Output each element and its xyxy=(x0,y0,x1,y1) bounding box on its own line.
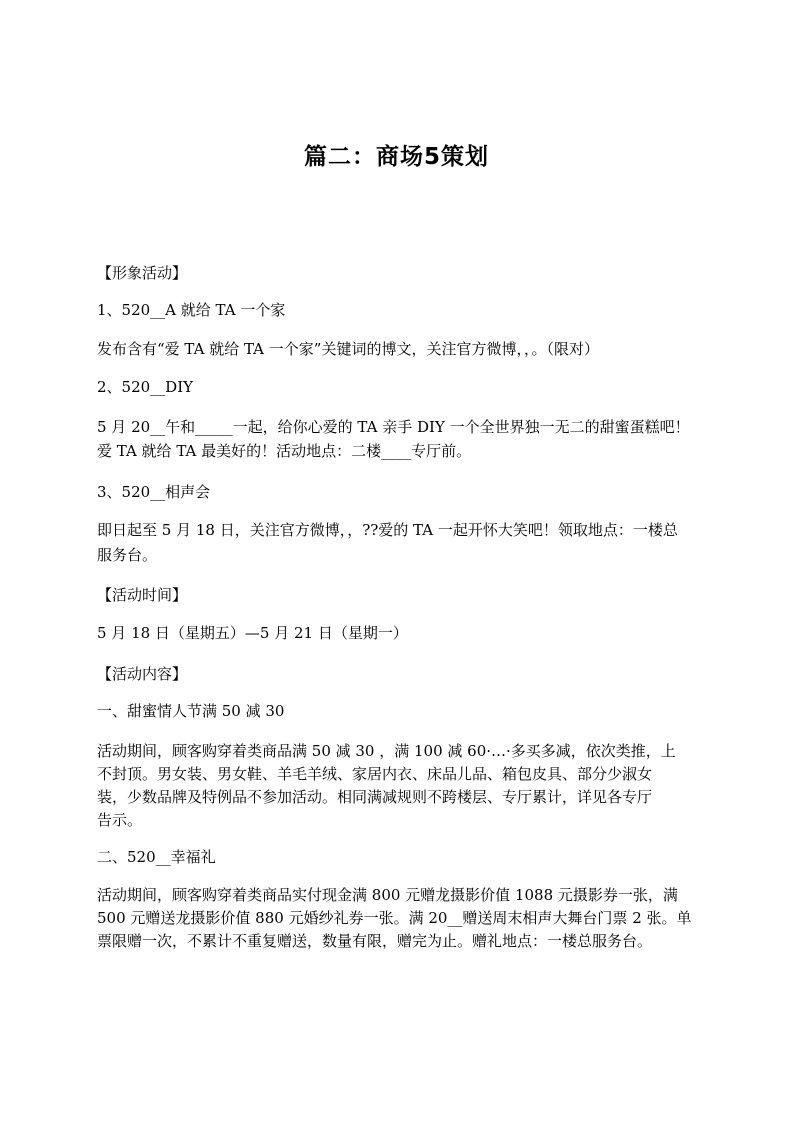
section-heading-activity-time: 【活动时间】 xyxy=(97,586,188,604)
sub-heading-1: 一、甜蜜情人节满 50 减 30 xyxy=(97,702,285,720)
paragraph-line: 5 月 20__午和_____一起，给你心爱的 TA 亲手 DIY 一个全世界独一无二的甜蜜蛋糕吧！ xyxy=(97,418,690,436)
paragraph-line: 告示。 xyxy=(97,811,143,829)
section-heading-image-activity: 【形象活动】 xyxy=(97,264,188,282)
paragraph-line: 不封顶。男女装、男女鞋、羊毛羊绒、家居内衣、床品儿品、箱包皮具、部分少淑女 xyxy=(97,765,653,783)
paragraph-line: 即日起至 5 月 18 日，关注官方微博，，??爱的 TA 一起开怀大笑吧！领取地点：一楼总 xyxy=(97,521,678,539)
paragraph-line: 5 月 18 日（星期五）—5 月 21 日（星期一） xyxy=(97,624,408,642)
paragraph-line: 装，少数品牌及特例品不参加活动。相同满减规则不跨楼层、专厅累计，详见各专厅 xyxy=(97,788,653,806)
paragraph-line: 活动期间，顾客购穿着类商品实付现金满 800 元赠龙摄影价值 1088 元摄影券一张，满 xyxy=(97,886,678,904)
item-heading-3: 3、520__相声会 xyxy=(97,483,211,501)
paragraph-line: 票限赠一次，不累计不重复赠送，数量有限，赠完为止。赠礼地点：一楼总服务台。 xyxy=(97,932,653,950)
document-title: 篇二：商场5策划 xyxy=(303,144,489,170)
section-heading-activity-content: 【活动内容】 xyxy=(97,665,188,683)
paragraph-line: 活动期间，顾客购穿着类商品满 50 减 30 ，满 100 减 60·…·多买多减，依次类推，上 xyxy=(97,742,676,760)
paragraph-line: 爱 TA 就给 TA 最美好的！活动地点：二楼____专厅前。 xyxy=(97,442,472,460)
paragraph-line: 500 元赠送龙摄影价值 880 元婚纱礼券一张。满 20__赠送周末相声大舞台门票 2 张。单 xyxy=(97,909,692,927)
item-heading-1: 1、520__A 就给 TA 一个家 xyxy=(97,301,286,319)
paragraph-line: 发布含有“爱 TA 就给 TA 一个家”关键词的博文，关注官方微博，，。（限对） xyxy=(97,340,599,358)
item-heading-2: 2、520__DIY xyxy=(97,378,194,396)
sub-heading-2: 二、520__幸福礼 xyxy=(97,848,216,866)
paragraph-line: 服务台。 xyxy=(97,546,158,564)
